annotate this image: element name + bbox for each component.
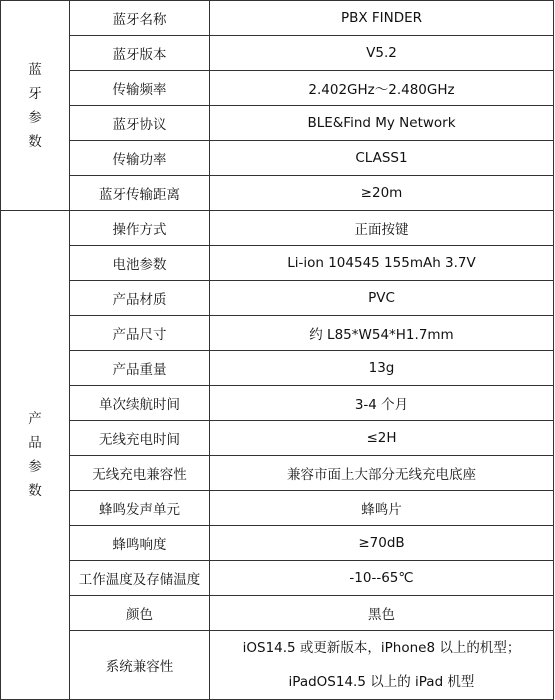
param-value: PVC [210,281,554,316]
table-row [1,631,554,700]
param-label: 产品尺寸 [70,316,210,351]
param-value: -10--65℃ [210,561,554,596]
param-label: 单次续航时间 [70,386,210,421]
table-row [1,211,554,246]
param-label: 系统兼容性 [70,631,210,700]
param-label: 蓝牙传输距离 [70,176,210,211]
table-row [1,281,554,316]
param-label: 传输频率 [70,71,210,106]
table-row [1,246,554,281]
param-label: 无线充电时间 [70,421,210,456]
table-row [1,491,554,526]
table-row [1,561,554,596]
param-value: BLE&Find My Network [210,106,554,141]
param-label: 产品材质 [70,281,210,316]
param-value: ≥20m [210,176,554,211]
table-row [1,351,554,386]
table-row [1,316,554,351]
param-value: 2.402GHz～2.480GHz [210,71,554,106]
param-value: 兼容市面上大部分无线充电底座 [210,456,554,491]
param-value: 正面按键 [210,211,554,246]
param-label: 颜色 [70,596,210,631]
param-label: 蓝牙名称 [70,1,210,36]
param-label: 传输功率 [70,141,210,176]
param-value: 13g [210,351,554,386]
param-label: 蓝牙版本 [70,36,210,71]
param-value: 蜂鸣片 [210,491,554,526]
param-label: 操作方式 [70,211,210,246]
param-value: ≥70dB [210,526,554,561]
table-row [1,421,554,456]
group-bluetooth-params [1,1,70,211]
group-char: 蓝 [28,61,42,78]
table-row [1,456,554,491]
table-row [1,106,554,141]
param-label: 蓝牙协议 [70,106,210,141]
param-label: 蜂鸣发声单元 [70,491,210,526]
param-value: Li-ion 104545 155mAh 3.7V [210,246,554,281]
group-product-params [1,211,70,700]
table-row [1,71,554,106]
group-char: 参 [28,109,42,126]
param-value: PBX FINDER [210,1,554,36]
param-value: 黑色 [210,596,554,631]
group-char: 数 [28,133,42,150]
param-value-multiline [210,631,554,700]
param-value-line: iOS14.5 或更新版本，iPhone8 以上的机型； [242,640,521,656]
param-label: 电池参数 [70,246,210,281]
group-char: 产 [28,411,42,427]
table-row [1,386,554,421]
table-row [1,1,554,36]
table-row [1,596,554,631]
param-label: 产品重量 [70,351,210,386]
param-label: 蜂鸣响度 [70,526,210,561]
table-row [1,526,554,561]
group-char: 品 [28,435,42,451]
table-row [1,36,554,71]
param-value: 3-4 个月 [210,386,554,421]
param-value: CLASS1 [210,141,554,176]
group-char: 数 [28,483,42,499]
group-char: 牙 [28,85,42,102]
param-value: ≤2H [210,421,554,456]
group-char: 参 [28,459,42,475]
param-value: 约 L85*W54*H1.7mm [210,316,554,351]
param-value-line: iPadOS14.5 以上的 iPad 机型 [288,674,475,690]
param-value: V5.2 [210,36,554,71]
param-label: 工作温度及存储温度 [70,561,210,596]
table-row [1,141,554,176]
param-label: 无线充电兼容性 [70,456,210,491]
table-row [1,176,554,211]
